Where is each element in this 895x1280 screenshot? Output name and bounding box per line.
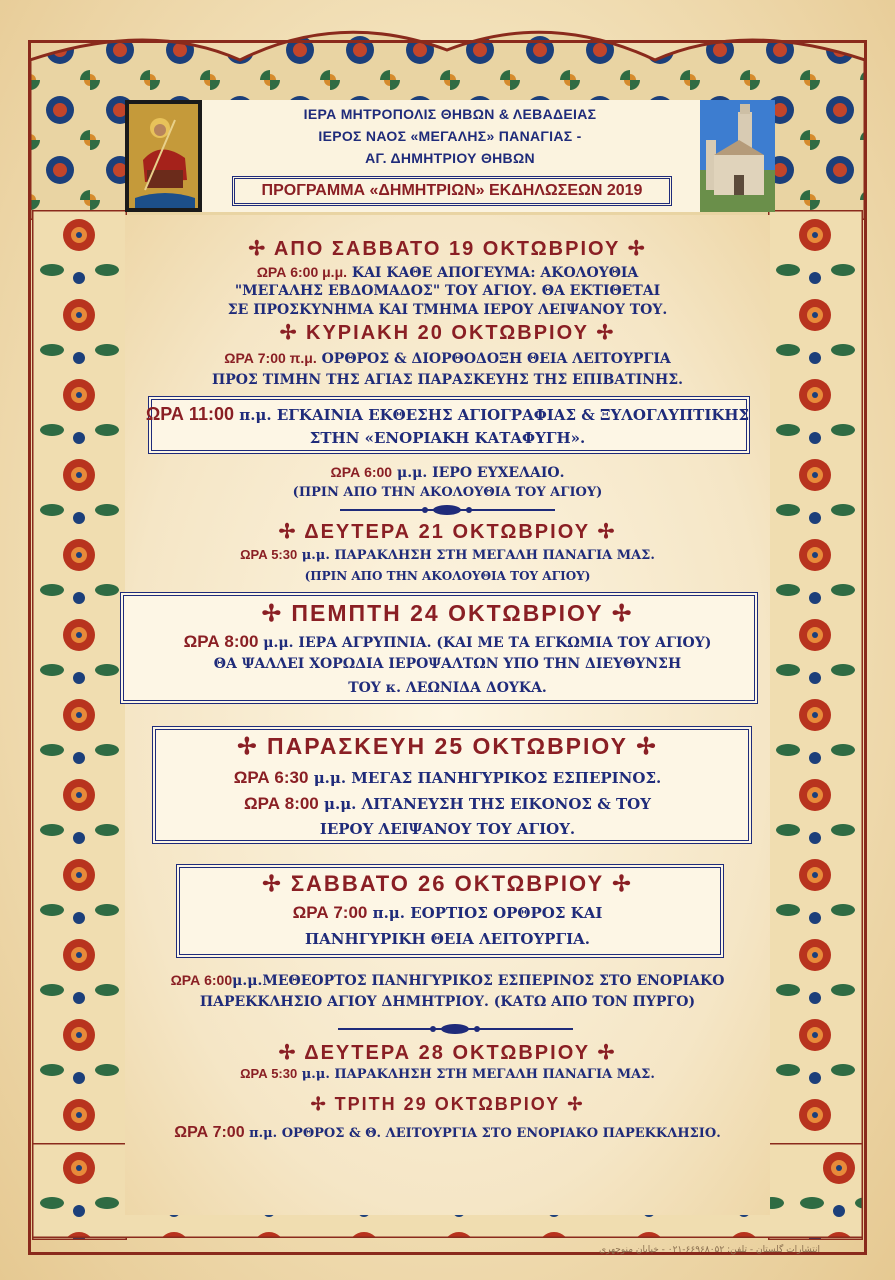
line-text: ΚΑΙ ΚΑΘΕ ΑΠΟΓΕΥΜΑ: ΑΚΟΛΟΥΘΙΑ — [351, 265, 639, 281]
schedule-line — [0, 768, 895, 788]
hour-label: ΩΡΑ 6:30 — [233, 768, 309, 787]
divider-ornament — [338, 1024, 573, 1034]
schedule-line — [0, 1124, 895, 1142]
hour-label: ΩΡΑ 6:00 μ.μ. — [256, 264, 348, 280]
flourish-icon: ✢ — [590, 1042, 617, 1064]
church-name: ΙΕΡΟΣ ΝΑΟΣ «ΜΕΓΑΛΗΣ» ΠΑΝΑΓΙΑΣ - — [318, 128, 582, 144]
hour-label: ΩΡΑ 11:00 — [145, 404, 234, 424]
line-text: π.μ. ΕΟΡΤΙΟΣ ΟΡΘΡΟΣ ΚΑΙ — [372, 904, 603, 922]
hour-label: ΩΡΑ 7:00 — [292, 903, 368, 922]
flourish-icon: ✢ — [603, 600, 634, 626]
schedule-line: ΠΡΟΣ ΤΙΜΗΝ ΤΗΣ ΑΓΙΑΣ ΠΑΡΑΣΚΕΥΗΣ ΤΗΣ ΕΠΙΒΑΤΙΝΗΣ. — [211, 372, 683, 388]
flourish-icon: ✢ — [278, 1042, 305, 1064]
hour-label: ΩΡΑ 8:00 — [183, 632, 259, 651]
schedule-line: (ΠΡΙΝ ΑΠΟ ΤΗΝ ΑΚΟΛΟΥΘΙΑ ΤΟΥ ΑΓΙΟΥ) — [292, 485, 603, 500]
flourish-icon: ✢ — [560, 1094, 585, 1114]
day-heading — [0, 1094, 895, 1115]
line-text: π.μ. ΕΓΚΑΙΝΙΑ ΕΚΘΕΣΗΣ ΑΓΙΟΓΡΑΦΙΑΣ & ΞΥΛΟΓΛΥΠΤΙΚΗΣ — [239, 406, 750, 424]
flourish-icon: ✢ — [620, 238, 647, 260]
day-label: ΠΑΡΑΣΚΕΥΗ 25 ΟΚΤΩΒΡΙΟΥ — [266, 733, 629, 759]
flourish-icon: ✢ — [262, 871, 291, 896]
day-heading — [0, 871, 895, 897]
day-heading — [0, 320, 895, 345]
day-heading — [0, 236, 895, 261]
schedule-line: ΠΑΡΕΚΚΛΗΣΙΟ ΑΓΙΟΥ ΔΗΜΗΤΡΙΟΥ. (ΚΑΤΩ ΑΠΟ ΤΟΝ ΠΥΡΓΟ) — [199, 994, 696, 1010]
flourish-icon: ✢ — [237, 733, 267, 759]
flourish-icon: ✢ — [604, 871, 633, 896]
schedule-line — [0, 464, 895, 481]
schedule-line: "ΜΕΓΑΛΗΣ ΕΒΔΟΜΑΔΟΣ" ΤΟΥ ΑΓΙΟΥ. ΘΑ ΕΚΤΙΘΕΤΑΙ — [234, 283, 661, 299]
schedule-line: ΣΤΗΝ «ΕΝΟΡΙΑΚΗ ΚΑΤΑΦΥΓΗ». — [309, 429, 586, 447]
schedule-line — [0, 350, 895, 367]
day-label: ΔΕΥΤΕΡΑ 21 ΟΚΤΩΒΡΙΟΥ — [304, 521, 591, 543]
hour-label: ΩΡΑ 5:30 — [240, 1066, 298, 1081]
line-text: μ.μ.ΜΕΘΕΟΡΤΟΣ ΠΑΝΗΓΥΡΙΚΟΣ ΕΣΠΕΡΙΝΟΣ ΣΤΟ ΕΝΟΡΙΑΚΟ — [232, 973, 725, 989]
church-subname: ΑΓ. ΔΗΜΗΤΡΙΟΥ ΘΗΒΩΝ — [365, 150, 535, 166]
divider-ornament — [340, 505, 555, 515]
schedule-line: (ΠΡΙΝ ΑΠΟ ΤΗΝ ΑΚΟΛΟΥΘΙΑ ΤΟΥ ΑΓΙΟΥ) — [304, 569, 591, 583]
publisher-footer: انتشارات گلستان - تلفن: ۶۶۹۶۸۰۵۲-۰۲۱ - خیابان منوچهری — [599, 1245, 820, 1255]
schedule-line — [0, 632, 895, 652]
line-text: μ.μ. ΙΕΡΑ ΑΓΡΥΠΝΙΑ. (ΚΑΙ ΜΕ ΤΑ ΕΓΚΩΜΙΑ ΤΟΥ ΑΓΙΟΥ) — [263, 635, 712, 651]
flourish-icon: ✢ — [590, 521, 617, 543]
schedule-line: ΣΕ ΠΡΟΣΚΥΝΗΜΑ ΚΑΙ ΤΜΗΜΑ ΙΕΡΟΥ ΛΕΙΨΑΝΟΥ ΤΟΥ. — [227, 302, 668, 318]
schedule-line: ΙΕΡΟΥ ΛΕΙΨΑΝΟΥ ΤΟΥ ΑΓΙΟΥ. — [319, 820, 576, 838]
day-label: ΣΑΒΒΑΤΟ 26 ΟΚΤΩΒΡΙΟΥ — [290, 871, 605, 896]
hour-label: ΩΡΑ 6:00 — [170, 972, 233, 988]
day-label: ΠΕΜΠΤΗ 24 ΟΚΤΩΒΡΙΟΥ — [291, 600, 604, 626]
line-text: ΟΡΘΡΟΣ & ΔΙΟΡΘΟΔΟΞΗ ΘΕΙΑ ΛΕΙΤΟΥΡΓΙΑ — [321, 351, 671, 367]
hour-label: ΩΡΑ 6:00 — [330, 464, 393, 480]
day-label: ΔΕΥΤΕΡΑ 28 ΟΚΤΩΒΡΙΟΥ — [304, 1042, 591, 1064]
schedule-line: ΘΑ ΨΑΛΛΕΙ ΧΟΡΩΔΙΑ ΙΕΡΟΨΑΛΤΩΝ ΥΠΟ ΤΗΝ ΔΙΕΥΘΥΝΣΗ — [213, 656, 682, 672]
day-heading — [0, 519, 895, 544]
line-text: μ.μ. ΜΕΓΑΣ ΠΑΝΗΓΥΡΙΚΟΣ ΕΣΠΕΡΙΝΟΣ. — [313, 769, 662, 787]
schedule-line — [0, 1066, 895, 1082]
hour-label: ΩΡΑ 5:30 — [240, 547, 298, 562]
line-text: μ.μ. ΛΙΤΑΝΕΥΣΗ ΤΗΣ ΕΙΚΟΝΟΣ & ΤΟΥ — [324, 795, 651, 813]
day-heading — [0, 600, 895, 627]
saint-icon — [125, 100, 202, 212]
line-text: μ.μ. ΠΑΡΑΚΛΗΣΗ ΣΤΗ ΜΕΓΑΛΗ ΠΑΝΑΓΙΑ ΜΑΣ. — [301, 1067, 655, 1082]
flourish-icon: ✢ — [261, 600, 292, 626]
schedule-line: ΠΑΝΗΓΥΡΙΚΗ ΘΕΙΑ ΛΕΙΤΟΥΡΓΙΑ. — [305, 930, 590, 948]
hour-label: ΩΡΑ 8:00 — [244, 794, 319, 813]
line-text: μ.μ. ΠΑΡΑΚΛΗΣΗ ΣΤΗ ΜΕΓΑΛΗ ΠΑΝΑΓΙΑ ΜΑΣ. — [301, 548, 655, 563]
church-icon — [700, 100, 775, 212]
flourish-icon: ✢ — [628, 733, 658, 759]
schedule-line — [0, 972, 895, 989]
schedule-line — [0, 903, 895, 923]
day-heading — [0, 733, 895, 760]
metropolis-title: ΙΕΡΑ ΜΗΤΡΟΠΟΛΙΣ ΘΗΒΩΝ & ΛΕΒΑΔΕΙΑΣ — [303, 106, 597, 122]
schedule-line — [0, 547, 895, 563]
line-text: π.μ. ΟΡΘΡΟΣ & Θ. ΛΕΙΤΟΥΡΓΙΑ ΣΤΟ ΕΝΟΡΙΑΚΟ ΠΑΡΕΚΚΛΗΣΙΟ. — [249, 1126, 721, 1141]
flourish-icon: ✢ — [248, 238, 274, 260]
schedule-line — [0, 794, 895, 814]
hour-label: ΩΡΑ 7:00 — [174, 1124, 245, 1141]
schedule-line — [0, 404, 895, 425]
flourish-icon: ✢ — [278, 521, 305, 543]
schedule-line — [0, 264, 895, 281]
line-text: μ.μ. ΙΕΡΟ ΕΥΧΕΛΑΙΟ. — [396, 465, 565, 481]
flourish-icon: ✢ — [588, 322, 616, 344]
flourish-icon: ✢ — [310, 1094, 335, 1114]
day-label: ΑΠΟ ΣΑΒΒΑΤΟ 19 ΟΚΤΩΒΡΙΟΥ — [273, 238, 621, 260]
program-title: ΠΡΟΓΡΑΜΜΑ «ΔΗΜΗΤΡΙΩΝ» ΕΚΔΗΛΩΣΕΩΝ 2019 — [232, 176, 672, 206]
hour-label: ΩΡΑ 7:00 π.μ. — [224, 350, 317, 366]
day-heading — [0, 1040, 895, 1065]
flourish-icon: ✢ — [279, 322, 307, 344]
day-label: ΤΡΙΤΗ 29 ΟΚΤΩΒΡΙΟΥ — [334, 1094, 561, 1114]
day-label: ΚΥΡΙΑΚΗ 20 ΟΚΤΩΒΡΙΟΥ — [306, 322, 589, 344]
schedule-line: ΤΟΥ κ. ΛΕΩΝΙΔΑ ΔΟΥΚΑ. — [348, 680, 547, 696]
